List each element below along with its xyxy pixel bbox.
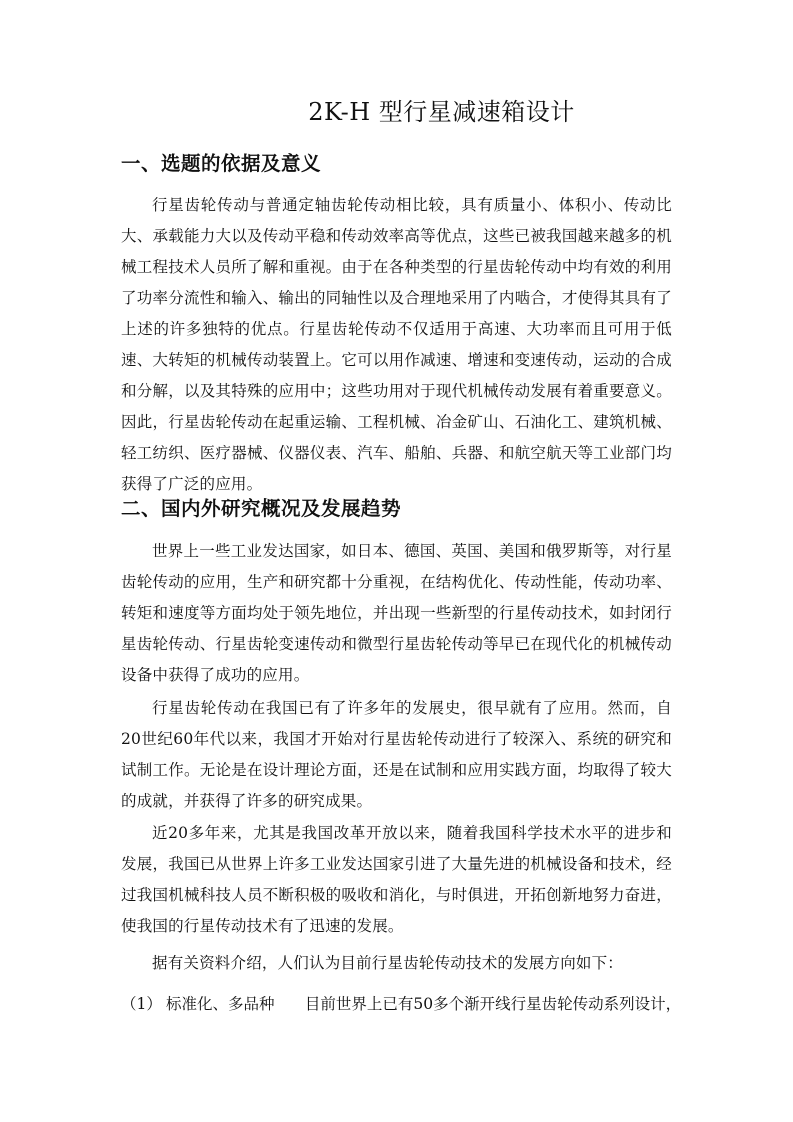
list-item-number: （1） bbox=[121, 995, 162, 1013]
document-title: 2K-H 型行星减速箱设计 bbox=[308, 98, 575, 126]
section-heading-1: 一、选题的依据及意义 bbox=[121, 152, 322, 175]
paragraph: 世界上一些工业发达国家，如日本、德国、英国、美国和俄罗斯等，对行星齿轮传动的应用，生产和研究都十分重视，在结构优化、传动性能，传动功率、转矩和速度等方面均处于领先地位，并出现一些新型的行星传动技术，如封闭行星齿轮传动、行星齿轮变速传动和微型行星齿轮传动等早已在现代化的机械传动设备中获得了成功的应用。 bbox=[121, 542, 672, 684]
paragraph: 行星齿轮传动与普通定轴齿轮传动相比较，具有质量小、体积小、传动比大、承载能力大以及传动平稳和传动效率高等优点，这些已被我国越来越多的机械工程技术人员所了解和重视。由于在各种类型的行星齿轮传动中均有效的利用了功率分流性和输入、输出的同轴性以及合理地采用了内啮合，才使得其具有了上述的许多独特的优点。行星齿轮传动不仅适用于高速、大功率而且可用于低速、大转矩的机械传动装置上。它可以用作减速、增速和变速传动，运动的合成和分解，以及其特殊的应用中；这些功用对于现代机械传动发展有着重要意义。因此，行星齿轮传动在起重运输、工程机械、冶金矿山、石油化工、建筑机械、轻工纺织、医疗器械、仪器仪表、汽车、船舶、兵器、和航空航天等工业部门均获得了广泛的应用。 bbox=[121, 196, 672, 493]
paragraph: 近20多年来，尤其是我国改革开放以来，随着我国科学技术水平的进步和发展，我国已从世界上许多工业发达国家引进了大量先进的机械设备和技术，经过我国机械科技人员不断积极的吸收和消化，与时俱进，开拓创新地努力奋进，使我国的行星传动技术有了迅速的发展。 bbox=[121, 824, 672, 935]
paragraph: 据有关资料介绍，人们认为目前行星齿轮传动技术的发展方向如下： bbox=[152, 954, 624, 972]
paragraph: 行星齿轮传动在我国已有了许多年的发展史，很早就有了应用。然而，自20世纪60年代以来，我国才开始对行星齿轮传动进行了较深入、系统的研究和试制工作。无论是在设计理论方面，还是在试制和应用实践方面，均取得了较大的成就，并获得了许多的研究成果。 bbox=[121, 699, 672, 810]
list-item-text: 目前世界上已有50多个渐开线行星齿轮传动系列设计， bbox=[304, 995, 682, 1013]
list-item-topic: 标准化、多品种 bbox=[165, 995, 275, 1013]
list-item bbox=[121, 989, 681, 1020]
section-heading-2: 二、国内外研究概况及发展趋势 bbox=[121, 497, 402, 520]
